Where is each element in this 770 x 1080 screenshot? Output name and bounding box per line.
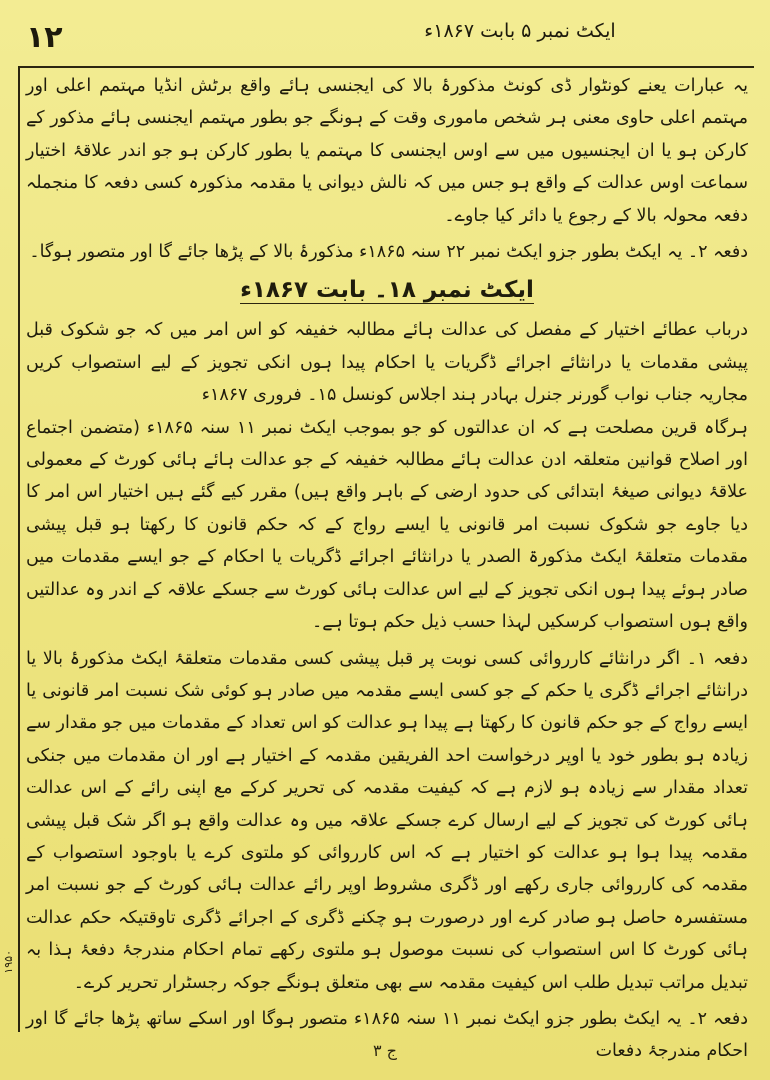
paragraph-definitions: یہ عبارات یعنے کونٹوار ڈی کونٹ مذکورۂ بالا کی ایجنسی ہائے واقع برٹش انڈیا مہتمم اعلی اور مہتمم اعلی حاوی معنی ہر شخص ماموری وقت کے ہونگے جو بطور مہتمم ایجنسی ہائے مذکور کے کارکن ہو یا ان ایجنسیوں میں سے اوس ایجنسی کا مہتمم یا بطور کارکن ہو جو اندر علاقۂ اختیار سماعت اوس عدالت کے واقع ہو جس میں کہ نالش دیوانی یا مقدمہ مذکورہ کسی دفعہ کا منجملہ دفعہ محولہ بالا کے رجوع یا دائر کیا جاوے۔ [26, 76, 748, 226]
preamble-recital: ہرگاہ قرین مصلحت ہے کہ ان عدالتوں کو جو بموجب ایکٹ نمبر ۱۱ سنہ ۱۸۶۵ء (متضمن اجتماع اور اصلاح قوانین متعلقہ ادن عدالت ہائے مطالبہ خفیفہ کے جو عدالت ہائے ہائی کورٹ کے معمولی علاقۂ دیوانی صیغۂ ابتدائی کی حدود ارضی کے باہر واقع ہیں) مقرر کیے گئے ہیں اختیار اس امر کا دیا جاوے جو شکوک نسبت امر قانونی یا ایسے رواج کے کہ حکم قانون کا رکھتا ہو قبل پیشی مقدمات متعلقۂ ایکٹ مذکورۃ الصدر یا درانثائے اجرائے ڈگریات یا احکام کے جو ایسے مقدمات میں صادر ہوئے پیدا ہوں انکی تجویز کے لیے اس عدالت ہائی کورٹ سے جسکے علاقہ کے اندر وہ عدالتیں واقع ہوں استصواب کرسکیں لہذا حسب ذیل حکم ہوتا ہے۔ [26, 417, 748, 633]
page-header [0, 0, 770, 64]
margin-note: ۱۹۵۰ [2, 950, 15, 974]
margin-rule [18, 66, 20, 1032]
section-1: دفعہ ۱۔ اگر درانثائے کارروائی کسی نوبت پر قبل پیشی کسی مقدمات متعلقۂ ایکٹ مذکورۂ بالا یا درانثائے اجرائے ڈگری یا حکم کے جو کسی ایسے مقدمہ میں صادر ہو کوئی شک نسبت امر قانونی یا ایسے رواج کے جو حکم قانون کا رکھتا ہے پیدا ہو عدالت کو اس تعداد کے مقدمات میں جو مقدار سے زیادہ ہو بطور خود یا اوپر درخواست احد الفریقین مقدمہ کے اختیار ہے اور ان مقدمات میں جنکی تعداد مقدار سے زیادہ ہو لازم ہے کہ کیفیت مقدمہ کی تحریر کرکے مع اپنی رائے کے اس عدالت ہائی کورٹ کی تجویز کے لیے ارسال کرے جسکے علاقہ میں وہ عدالت واقع ہو اگر شک قبل پیشی مقدمہ پیدا ہوا ہو عدالت کو اختیار ہے کہ اس کارروائی کو ملتوی کرے یا باوجود استصواب کے مقدمہ کی کارروائی جاری رکھے اور ڈگری مشروط اوپر رائے عدالت ہائی کورٹ کے جو نسبت امر مستفسرہ حاصل ہو صادر کرے اور درصورت ہو چکنے ڈگری کے اجرائے ڈگری تاوقتیکہ حکم عدالت ہائی کورٹ کا اس استصواب کی نسبت موصول ہو ملتوی رکھے تمام احکام مندرجۂ دفعۂ ہذا بہ تبدیل مراتب تبدیل طلب اس کیفیت مقدمہ سے بھی متعلق ہونگے جوکہ رجسٹرار تحریر کرے۔ [26, 648, 749, 993]
section-2: دفعہ ۲۔ یہ ایکٹ بطور جزو ایکٹ نمبر ۱۱ سنہ ۱۸۶۵ء متصور ہوگا اور اسکے ساتھ پڑھا جائے گا اور احکام مندرجۂ دفعات [26, 1008, 748, 1062]
page-number: ۱۲ [26, 20, 63, 55]
header-rule [18, 66, 754, 68]
page-footer: ج ۳ [372, 1041, 397, 1060]
act-title [26, 270, 748, 310]
section-2-previous-act: دفعہ ۲۔ یہ ایکٹ بطور جزو ایکٹ نمبر ۲۲ سنہ ۱۸۶۵ء مذکورۂ بالا کے پڑھا جائے گا اور متصور ہوگا۔ [29, 242, 748, 263]
running-head: ایکٹ نمبر ۵ بابت ۱۸۶۷ء [424, 20, 616, 42]
act-title-text: ایکٹ نمبر ۱۸۔ بابت ۱۸۶۷ء [240, 277, 534, 304]
preamble-title: درباب عطائے اختیار کے مفصل کی عدالت ہائے مطالبہ خفیفہ کو اس امر میں کہ جو شکوک قبل پیشی مقدمات یا درانثائے اجرائے ڈگریات یا احکام پیدا ہوں انکی تجویز کے لیے استصواب کریں مجاریہ جناب نواب گورنر جنرل بہادر ہند اجلاس کونسل ۱۵۔ فروری ۱۸۶۷ء [26, 320, 748, 406]
